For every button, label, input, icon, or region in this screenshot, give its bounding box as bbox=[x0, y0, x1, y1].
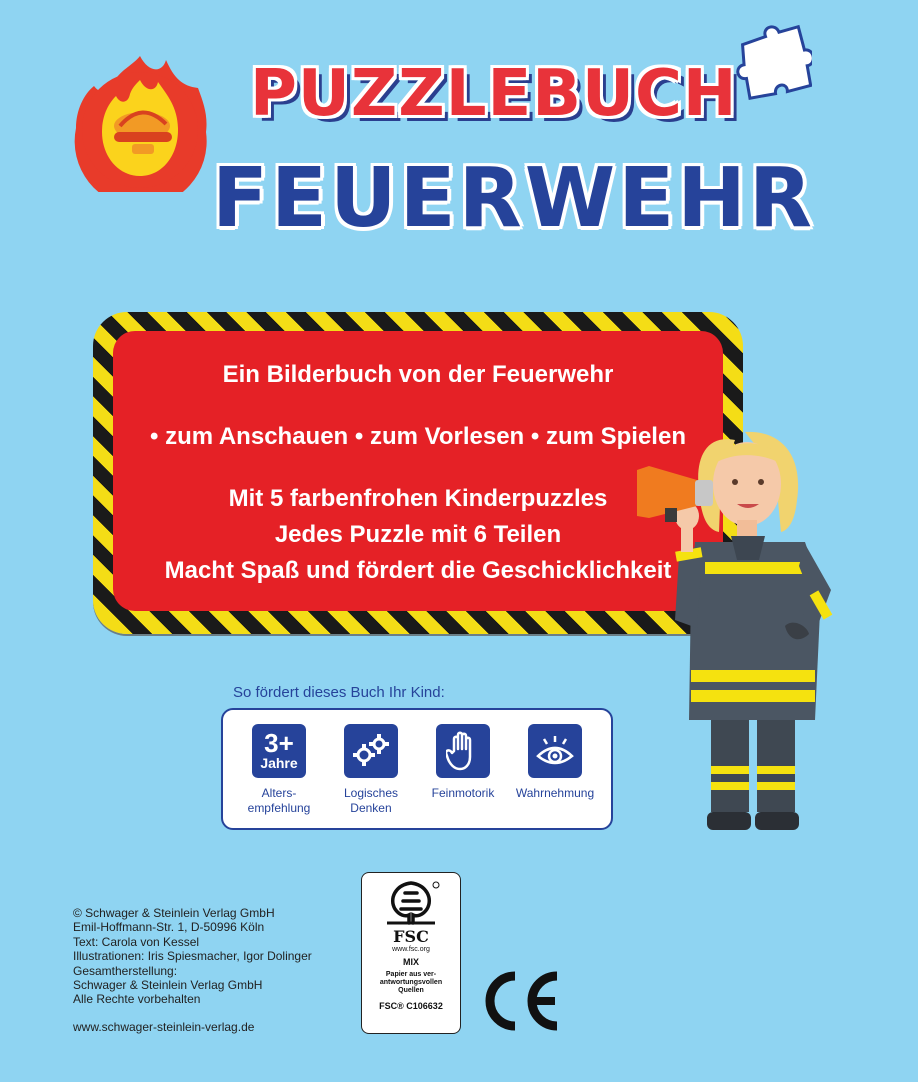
hand-icon bbox=[436, 724, 490, 778]
skill-label-logic: Logisches Denken bbox=[343, 786, 399, 815]
panel-line-pieces: Jedes Puzzle mit 6 Teilen bbox=[274, 521, 562, 548]
skill-label-motor: Feinmotorik bbox=[431, 786, 495, 800]
panel-line-subtitle: Ein Bilderbuch von der Feuerwehr bbox=[222, 361, 614, 388]
title-feuerwehr: FEUERWEHR bbox=[212, 151, 816, 246]
fsc-site: www.fsc.org bbox=[392, 946, 430, 953]
skill-perception bbox=[511, 724, 599, 828]
imprint bbox=[73, 906, 312, 1007]
imprint-line: Text: Carola von Kessel bbox=[73, 934, 200, 949]
info-panel bbox=[113, 331, 723, 611]
ce-mark-icon bbox=[481, 970, 563, 1032]
fsc-paper-text: Papier aus ver- antwortungsvollen Quellen bbox=[379, 971, 443, 994]
skill-label-age: Alters- empfehlung bbox=[247, 786, 311, 815]
imprint-line: Gesamtherstellung: bbox=[73, 963, 178, 978]
title-puzzlebuch: PUZZLEBUCH bbox=[250, 57, 738, 131]
fsc-code: FSC® C106632 bbox=[379, 1001, 443, 1011]
skills-caption: So fördert dieses Buch Ihr Kind: bbox=[233, 684, 445, 701]
imprint-line: Emil-Hoffmann-Str. 1, D-50996 Köln bbox=[73, 920, 265, 935]
skills-box bbox=[221, 708, 613, 830]
skill-age bbox=[235, 724, 323, 828]
fsc-mix: MIX bbox=[402, 957, 419, 967]
skill-logic bbox=[327, 724, 415, 828]
publisher-url: www.schwager-steinlein-verlag.de bbox=[73, 1020, 255, 1034]
panel-line-skill: Macht Spaß und fördert die Geschicklichkeit bbox=[164, 557, 672, 584]
imprint-line: Alle Rechte vorbehalten bbox=[73, 992, 201, 1007]
age-badge-number: 3+ bbox=[264, 728, 294, 758]
fsc-tree-icon bbox=[381, 879, 441, 925]
skill-motor bbox=[419, 724, 507, 828]
eye-icon bbox=[528, 724, 582, 778]
flame-helmet-logo bbox=[70, 52, 210, 192]
gears-icon bbox=[344, 724, 398, 778]
imprint-line: © Schwager & Steinlein Verlag GmbH bbox=[73, 906, 275, 920]
fsc-label bbox=[361, 872, 461, 1034]
firefighter-illustration bbox=[635, 420, 855, 832]
imprint-line: Schwager & Steinlein Verlag GmbH bbox=[73, 978, 263, 993]
puzzle-piece-icon bbox=[730, 22, 812, 100]
panel-line-puzzles: Mit 5 farbenfrohen Kinderpuzzles bbox=[228, 485, 608, 512]
skill-label-perception: Wahrnehmung bbox=[515, 786, 595, 800]
panel-line-activities: • zum Anschauen • zum Vorlesen • zum Spielen bbox=[150, 423, 686, 450]
age-badge-unit: Jahre bbox=[260, 755, 298, 771]
imprint-line: Illustrationen: Iris Spiesmacher, Igor Dolinger bbox=[73, 949, 312, 964]
age-badge-icon bbox=[252, 724, 306, 778]
fsc-mark: FSC bbox=[393, 927, 429, 946]
